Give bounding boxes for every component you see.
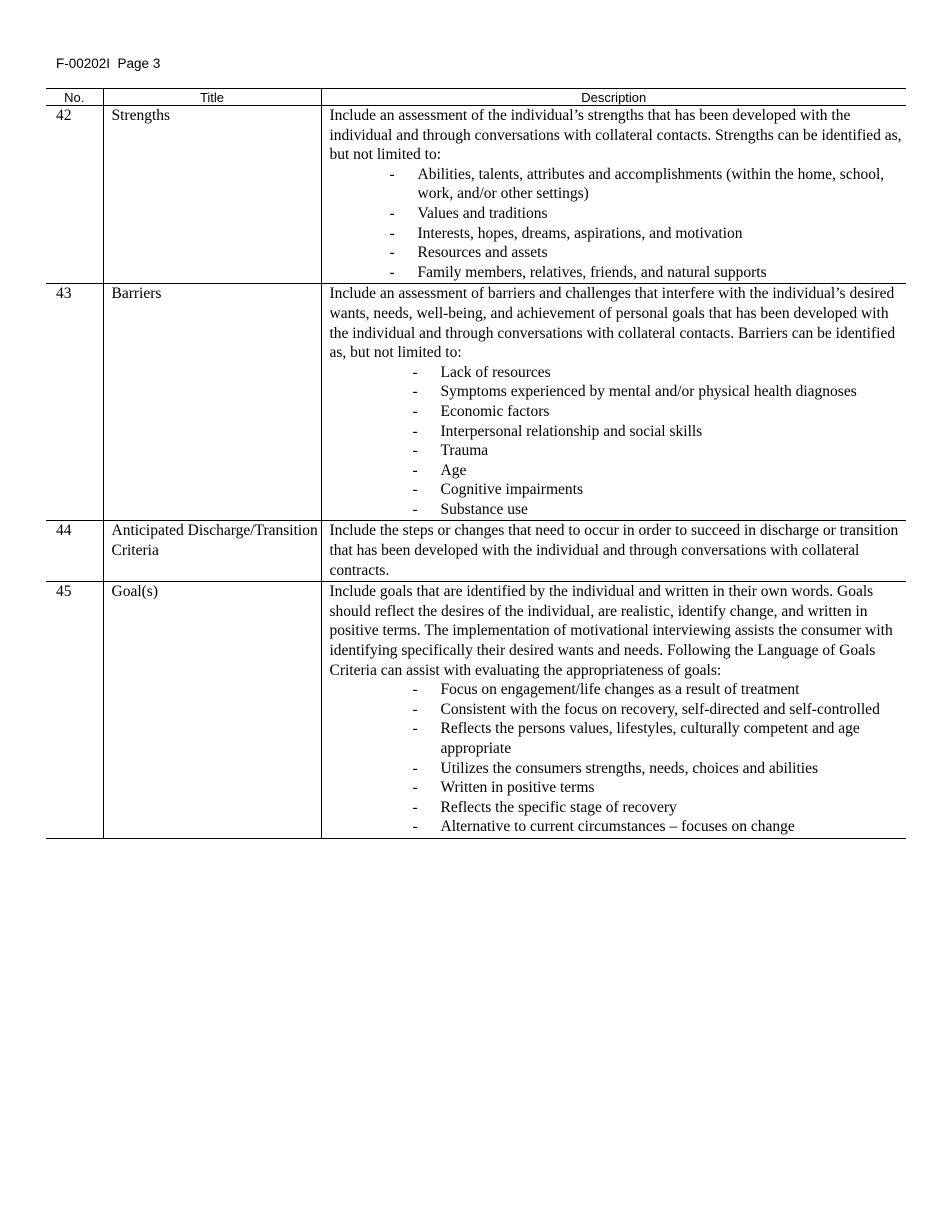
bullet-list [330,165,907,283]
row-number: 45 [46,582,103,839]
list-item-text: Interests, hopes, dreams, aspirations, and motivation [417,224,743,242]
row-number: 43 [46,284,103,521]
list-item: - Economic factors [412,402,550,420]
list-item: - Trauma [412,442,489,460]
row-title: Barriers [103,284,321,521]
column-header-no: No. [46,89,103,106]
list-item-text: Resources and assets [417,244,548,262]
description-text: Include an assessment of barriers and challenges that interfere with the individual’s desired wants, needs, well-being, and achievement of personal goals that has been developed with the individual and through conversations with collateral contacts. Barriers can be identified as, but not limited to: [329,285,896,362]
row-description [321,284,906,521]
list-item: - Focus on engagement/life changes as a result of treatment [412,681,800,699]
list-item-text: Focus on engagement/life changes as a result of treatment [440,681,800,699]
list-item: - Alternative to current circumstances – focuses on change [412,818,795,836]
list-item: - Consistent with the focus on recovery, self-directed and self-controlled [412,700,880,718]
list-item-text: Symptoms experienced by mental and/or physical health diagnoses [440,383,857,401]
list-item: - Reflects the persons values, lifestyles, culturally competent and age appropriate [412,720,860,757]
description-text: Include goals that are identified by the individual and written in their own words. Goals should reflect the desires of the individual, are realistic, identify change, and written in positive terms. The implementation of motivational interviewing assists the consumer with identifying specifically their desired wants and needs. Following the Language of Goals Criteria can assist with evaluating the appropriateness of goals: [329,583,893,679]
table-row [46,521,906,582]
table-row [46,582,906,839]
list-item-text: Interpersonal relationship and social skills [440,422,703,440]
list-item: - Utilizes the consumers strengths, needs, choices and abilities [412,759,819,777]
row-description [321,582,906,839]
list-item-text: Cognitive impairments [440,481,583,499]
column-header-title: Title [103,89,321,106]
list-item: - Interests, hopes, dreams, aspirations, and motivation [389,224,743,242]
list-item-text: Values and traditions [417,204,548,222]
list-item: - Written in positive terms [412,779,595,797]
list-item: - Resources and assets [389,244,548,262]
list-item: - Lack of resources [412,363,551,381]
row-title: Goal(s) [103,582,321,839]
list-item-text: Reflects the persons values, lifestyles, culturally competent and age appropriate [440,720,860,757]
list-item: - Reflects the specific stage of recovery [412,798,677,816]
list-item-text: Age [440,461,467,479]
list-item: - Abilities, talents, attributes and accomplishments (within the home, school, work, and/or other settings) [389,165,885,203]
row-description [321,521,906,582]
list-item: - Interpersonal relationship and social skills [412,422,703,440]
description-text: Include an assessment of the individual’s strengths that has been developed with the individual and through conversations with collateral contacts. Strengths can be identified as, but not limited to: [329,107,902,164]
list-item-text: Written in positive terms [440,779,595,797]
list-item-text: Consistent with the focus on recovery, self-directed and self-controlled [440,700,880,718]
column-header-description: Description [321,89,906,106]
table-row [46,284,906,521]
row-number: 44 [46,521,103,582]
row-title: Strengths [103,106,321,284]
description-text: Include the steps or changes that need to occur in order to succeed in discharge or transition that has been developed with the individual and through conversations with collateral contracts. [329,522,899,579]
table-header-row [46,89,906,106]
bullet-list [330,680,907,837]
row-title: Anticipated Discharge/Transition Criteria [103,521,321,582]
list-item: - Values and traditions [389,204,548,222]
list-item-text: Family members, relatives, friends, and natural supports [417,263,767,281]
list-item-text: Reflects the specific stage of recovery [440,798,677,816]
list-item-text: Trauma [440,442,489,460]
page-header: F-00202I Page 3 [56,56,161,71]
list-item-text: Economic factors [440,402,550,420]
description-table [46,88,906,839]
row-number: 42 [46,106,103,284]
list-item-text: Alternative to current circumstances – focuses on change [440,818,795,836]
bullet-list [330,363,907,520]
row-description [321,106,906,284]
list-item-text: Lack of resources [440,363,551,381]
list-item: - Age [412,461,467,479]
list-item-text: Utilizes the consumers strengths, needs, choices and abilities [440,759,819,777]
list-item-text: Abilities, talents, attributes and accomplishments (within the home, school, work, and/or other settings) [417,165,885,203]
list-item: - Substance use [412,500,528,518]
list-item: - Cognitive impairments [412,481,583,499]
list-item: - Family members, relatives, friends, and natural supports [389,263,767,281]
table-row [46,106,906,284]
list-item: - Symptoms experienced by mental and/or physical health diagnoses [412,383,857,401]
list-item-text: Substance use [440,500,528,518]
